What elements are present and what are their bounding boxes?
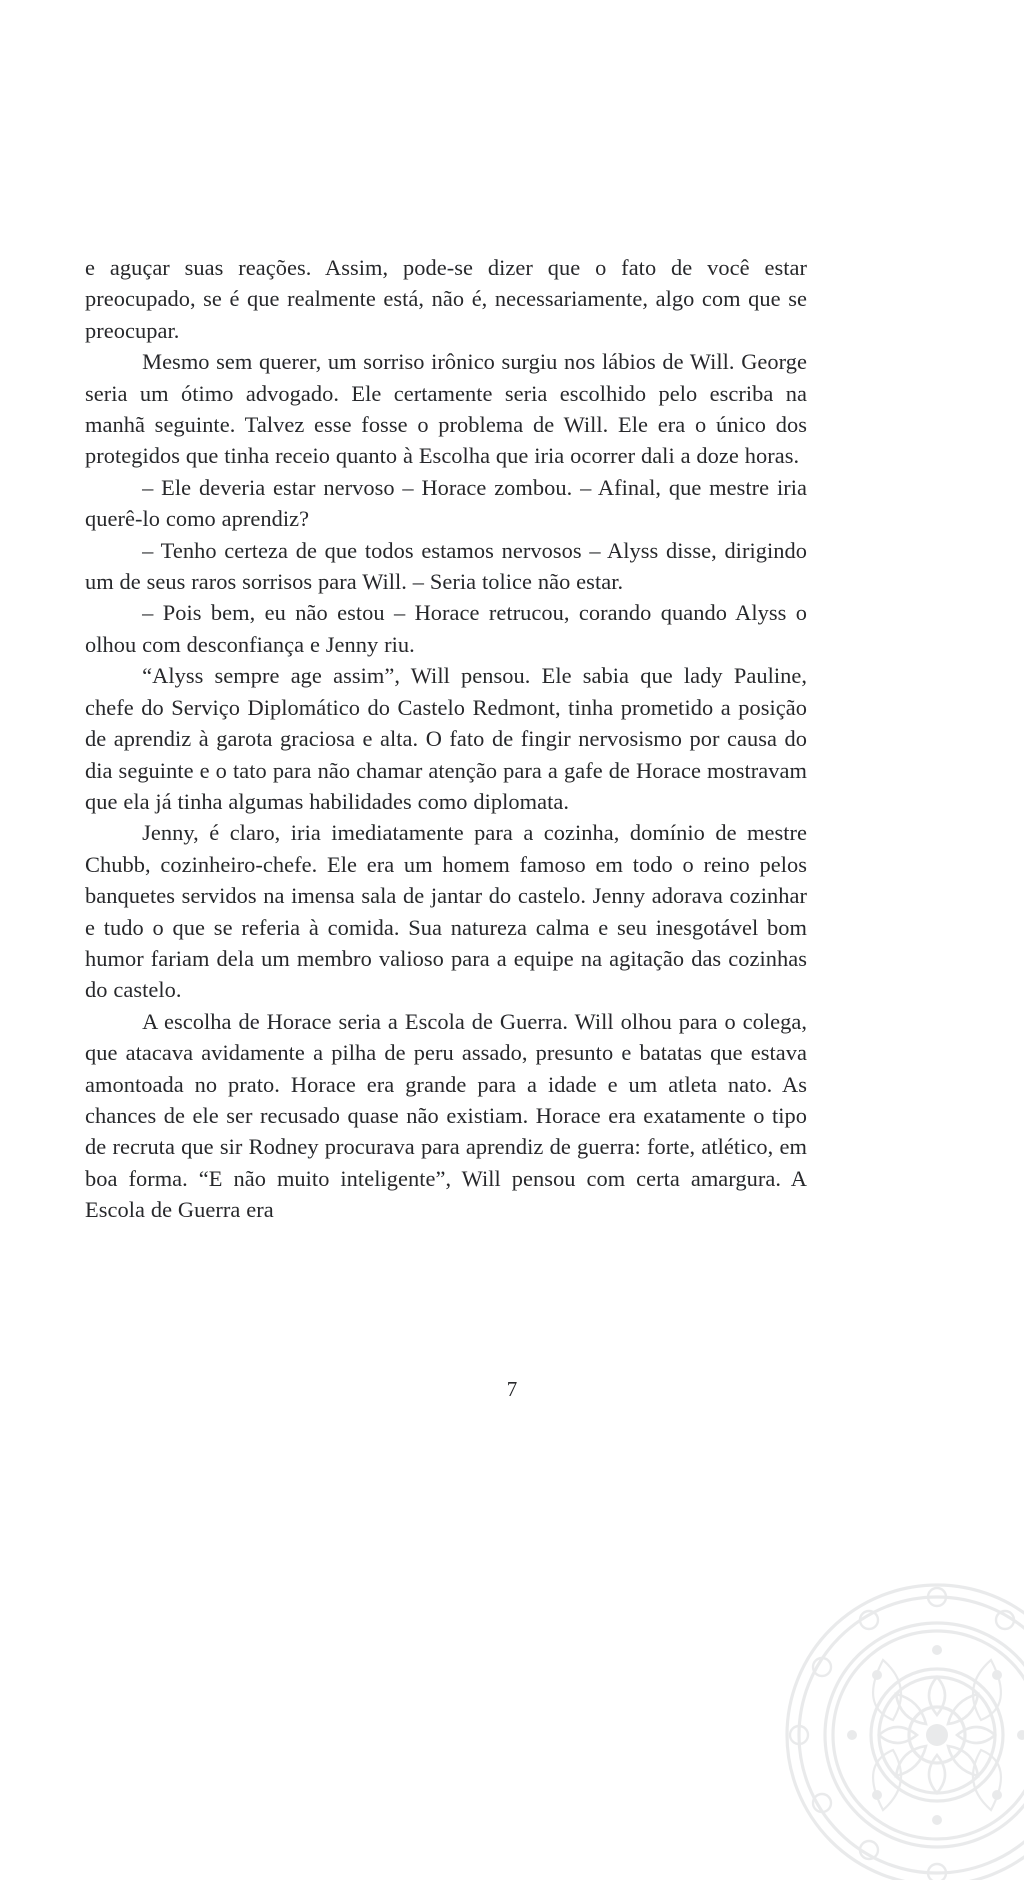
- paragraph-2: Mesmo sem querer, um sorriso irônico surgiu nos lábios de Will. George seria um ótimo advogado. Ele certamente seria escolhido pelo escriba na manhã seguinte. Talvez esse fosse o problema de Will. Ele era o único dos protegidos que tinha receio quanto à Escolha que iria ocorrer dali a doze horas.: [85, 349, 807, 469]
- paragraph-8: A escolha de Horace seria a Escola de Guerra. Will olhou para o colega, que atacava avidamente a pilha de peru assado, presunto e batatas que estava amontoada no prato. Horace era grande para a idade e um atleta nato. As chances de ele ser recusado quase não existiam. Horace era exatamente o tipo de recruta que sir Rodney procurava para aprendiz de guerra: forte, atlético, em boa forma. “E não muito inteligente”, Will pensou com certa amargura. A Escola de Guerra era: [85, 1008, 807, 1223]
- paragraph-1: e aguçar suas reações. Assim, pode-se dizer que o fato de você estar preocupado, se é que realmente está, não é, necessariamente, algo com que se preocupar.: [85, 255, 807, 343]
- corner-ornament-decoration: [752, 1550, 1024, 1880]
- paragraph-7: Jenny, é claro, iria imediatamente para a cozinha, domínio de mestre Chubb, cozinheiro-chefe. Ele era um homem famoso em todo o reino pelos banquetes servidos na imensa sala de jantar do castelo. Jenny adorava cozinhar e tudo o que se referia à comida. Sua natureza calma e seu inesgotável bom humor fariam dela um membro valioso para a equipe na agitação das cozinhas do castelo.: [85, 820, 807, 1003]
- paragraph-3-dialogue-horace: – Ele deveria estar nervoso – Horace zombou. – Afinal, que mestre iria querê-lo como aprendiz?: [85, 474, 807, 532]
- body-text-column: [85, 252, 807, 1226]
- paragraph-6: “Alyss sempre age assim”, Will pensou. Ele sabia que lady Pauline, chefe do Serviço Diplomático do Castelo Redmont, tinha prometido a posição de aprendiz à garota graciosa e alta. O fato de fingir nervosismo por causa do dia seguinte e o tato para não chamar atenção para a gafe de Horace mostravam que ela já tinha algumas habilidades como diplomata.: [85, 663, 807, 814]
- paragraph-5-dialogue-horace: – Pois bem, eu não estou – Horace retrucou, corando quando Alyss o olhou com desconfiança e Jenny riu.: [85, 600, 807, 657]
- page-number: 7: [506, 1377, 518, 1401]
- paragraph-4-dialogue-alyss: – Tenho certeza de que todos estamos nervosos – Alyss disse, dirigindo um de seus raros sorrisos para Will. – Seria tolice não estar.: [85, 537, 807, 595]
